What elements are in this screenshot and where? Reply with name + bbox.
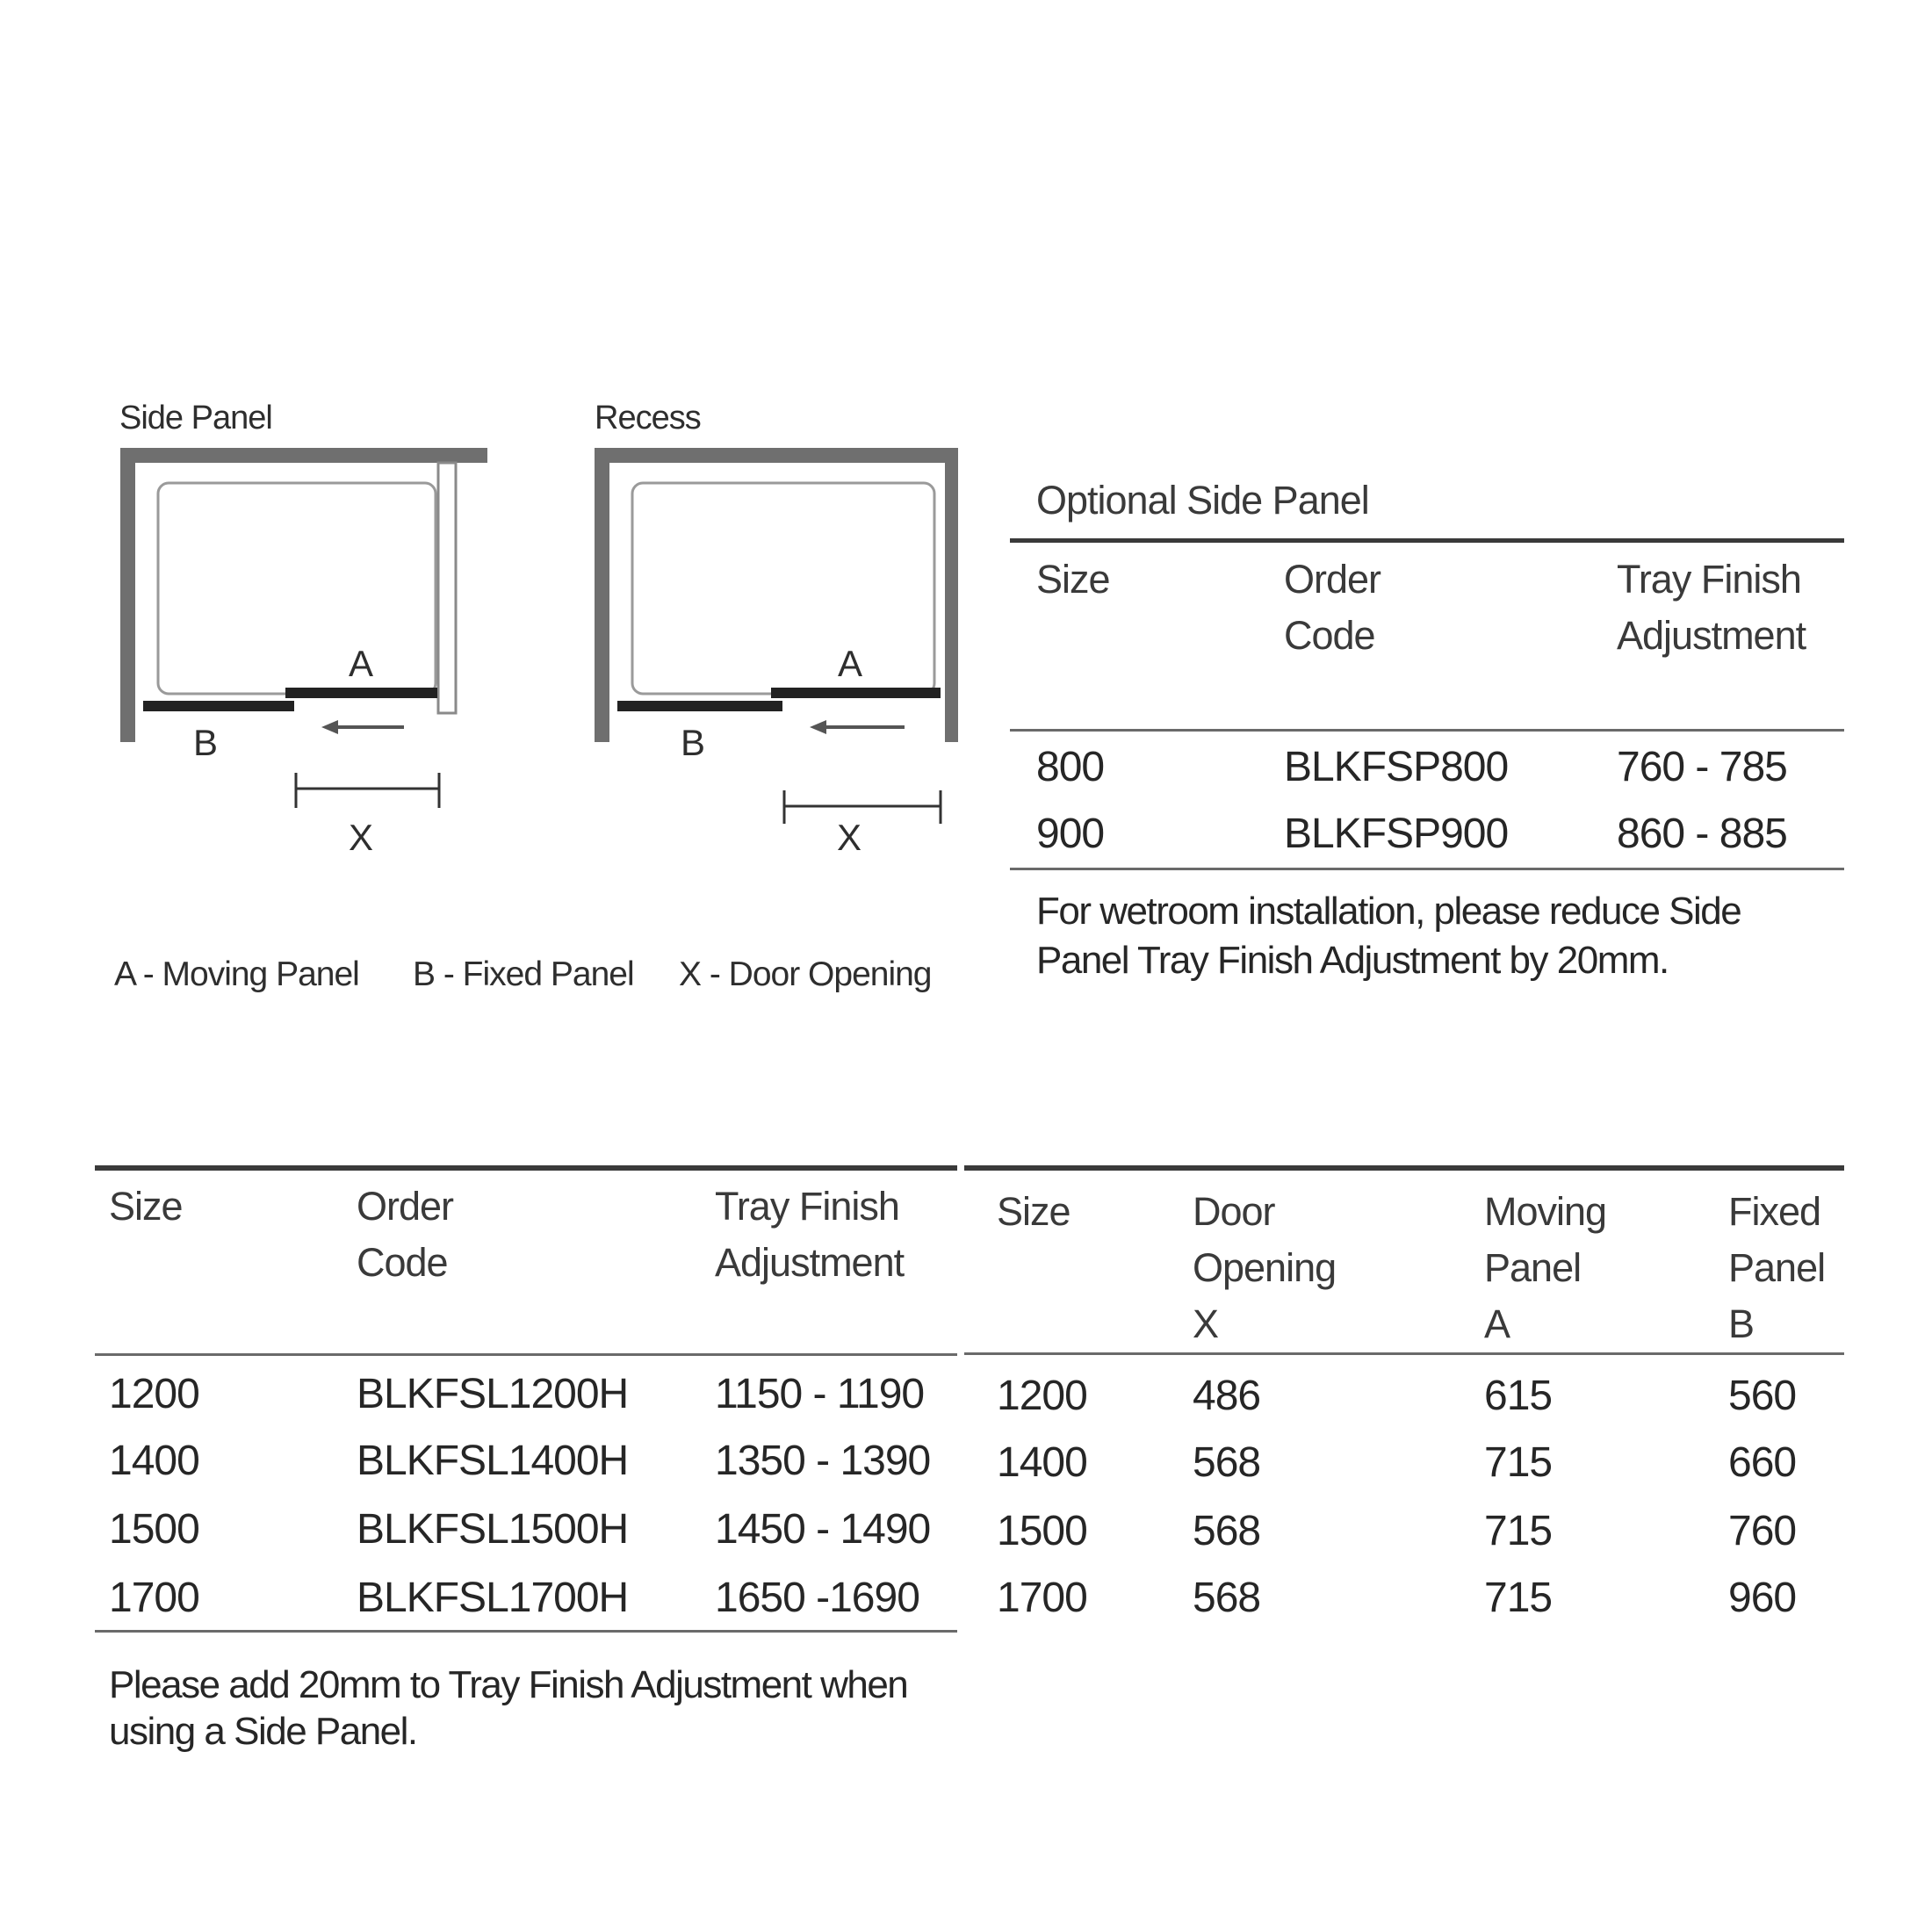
recess-left-wall — [595, 448, 609, 742]
opening-header-x: X — [1193, 1301, 1219, 1346]
door-row-size: 1700 — [109, 1575, 199, 1621]
arrow-left-icon — [321, 720, 338, 734]
door-header-tray: Tray Finish — [715, 1184, 899, 1229]
arrow-left-icon — [810, 720, 826, 734]
door-row-tray: 1450 - 1490 — [715, 1506, 931, 1553]
opening-header-a: A — [1484, 1301, 1510, 1346]
optional-header-tray: Tray Finish — [1617, 557, 1801, 602]
recess-tray — [632, 483, 934, 694]
side-panel-back-wall — [120, 448, 487, 463]
optional-header-order: Order — [1284, 557, 1381, 602]
door-row-code: BLKFSL1200H — [357, 1371, 629, 1417]
side-panel-glass — [438, 463, 456, 713]
door-row-size: 1200 — [109, 1371, 199, 1417]
door-row-tray: 1350 - 1390 — [715, 1438, 931, 1484]
opening-row-door: 486 — [1193, 1373, 1261, 1419]
optional-table-bottom-rule — [1010, 868, 1844, 870]
opening-row-size: 1500 — [997, 1508, 1087, 1554]
opening-row-moving: 715 — [1484, 1575, 1553, 1621]
recess-diagram-title: Recess — [595, 400, 701, 436]
optional-note-line-1: For wetroom installation, please reduce Side — [1036, 890, 1741, 933]
optional-header-code: Code — [1284, 613, 1375, 658]
door-row-size: 1400 — [109, 1438, 199, 1484]
side-panel-left-wall — [120, 448, 135, 742]
opening-row-fixed: 960 — [1728, 1575, 1797, 1621]
side-panel-label-x: X — [349, 817, 373, 858]
recess-label-x: X — [837, 817, 861, 858]
recess-label-b: B — [681, 722, 705, 763]
side-panel-fixed-panel — [143, 701, 294, 711]
opening-row-door: 568 — [1193, 1439, 1261, 1486]
door-row-tray: 1650 -1690 — [715, 1575, 919, 1621]
opening-row-moving: 615 — [1484, 1373, 1553, 1419]
door-row-tray: 1150 - 1190 — [715, 1371, 925, 1417]
door-table-bottom-rule — [95, 1630, 957, 1633]
door-row-code: BLKFSL1500H — [357, 1506, 629, 1553]
opening-header-opening: Opening — [1193, 1245, 1337, 1290]
opening-header-moving: Moving — [1484, 1189, 1607, 1234]
legend-fixed-panel: B - Fixed Panel — [413, 955, 634, 993]
door-header-order: Order — [357, 1184, 454, 1229]
opening-row-fixed: 660 — [1728, 1439, 1797, 1486]
opening-row-moving: 715 — [1484, 1508, 1553, 1554]
side-panel-tray — [158, 483, 436, 694]
opening-row-size: 1200 — [997, 1373, 1087, 1419]
optional-row-tray: 760 - 785 — [1617, 744, 1787, 790]
recess-back-wall — [595, 448, 958, 463]
opening-header-fixed: Fixed — [1728, 1189, 1821, 1234]
opening-row-fixed: 760 — [1728, 1508, 1797, 1554]
recess-right-wall — [945, 448, 958, 742]
opening-header-size: Size — [997, 1189, 1071, 1234]
optional-row-size: 900 — [1036, 811, 1105, 857]
optional-table-header-rule — [1010, 729, 1844, 732]
opening-header-fixed-panel: Panel — [1728, 1245, 1826, 1290]
optional-side-panel-title: Optional Side Panel — [1036, 478, 1369, 523]
door-header-size: Size — [109, 1184, 183, 1229]
door-row-code: BLKFSL1700H — [357, 1575, 629, 1621]
opening-row-size: 1700 — [997, 1575, 1087, 1621]
side-panel-diagram-title: Side Panel — [119, 400, 272, 436]
opening-row-fixed: 560 — [1728, 1373, 1797, 1419]
optional-row-tray: 860 - 885 — [1617, 811, 1787, 857]
door-table-header-rule — [95, 1353, 957, 1356]
side-panel-label-b: B — [193, 722, 218, 763]
door-row-size: 1500 — [109, 1506, 199, 1553]
recess-moving-panel — [771, 688, 941, 698]
opening-header-door: Door — [1193, 1189, 1275, 1234]
recess-label-a: A — [838, 643, 862, 684]
door-note-line-2: using a Side Panel. — [109, 1710, 417, 1753]
opening-table-top-rule — [964, 1165, 1844, 1171]
side-panel-diagram — [120, 448, 487, 808]
opening-row-door: 568 — [1193, 1508, 1261, 1554]
opening-row-size: 1400 — [997, 1439, 1087, 1486]
opening-header-moving-panel: Panel — [1484, 1245, 1582, 1290]
optional-row-code: BLKFSP900 — [1284, 811, 1509, 857]
optional-row-code: BLKFSP800 — [1284, 744, 1509, 790]
optional-header-adjustment: Adjustment — [1617, 613, 1806, 658]
opening-row-moving: 715 — [1484, 1439, 1553, 1486]
opening-table-header-rule — [964, 1352, 1844, 1355]
door-note-line-1: Please add 20mm to Tray Finish Adjustment when — [109, 1663, 908, 1706]
optional-header-size: Size — [1036, 557, 1110, 602]
recess-fixed-panel — [617, 701, 782, 711]
legend-moving-panel: A - Moving Panel — [114, 955, 359, 993]
door-header-adjustment: Adjustment — [715, 1240, 905, 1285]
optional-row-size: 800 — [1036, 744, 1105, 790]
door-row-code: BLKFSL1400H — [357, 1438, 629, 1484]
legend-door-opening: X - Door Opening — [679, 955, 932, 993]
optional-table-top-rule — [1010, 538, 1844, 543]
side-panel-label-a: A — [349, 643, 373, 684]
door-header-code: Code — [357, 1240, 448, 1285]
opening-row-door: 568 — [1193, 1575, 1261, 1621]
side-panel-moving-panel — [285, 688, 437, 698]
shower-layout-diagrams — [0, 0, 966, 878]
opening-header-b: B — [1728, 1301, 1755, 1346]
optional-note-line-2: Panel Tray Finish Adjustment by 20mm. — [1036, 939, 1669, 982]
recess-diagram — [595, 448, 958, 824]
door-table-top-rule — [95, 1165, 957, 1171]
